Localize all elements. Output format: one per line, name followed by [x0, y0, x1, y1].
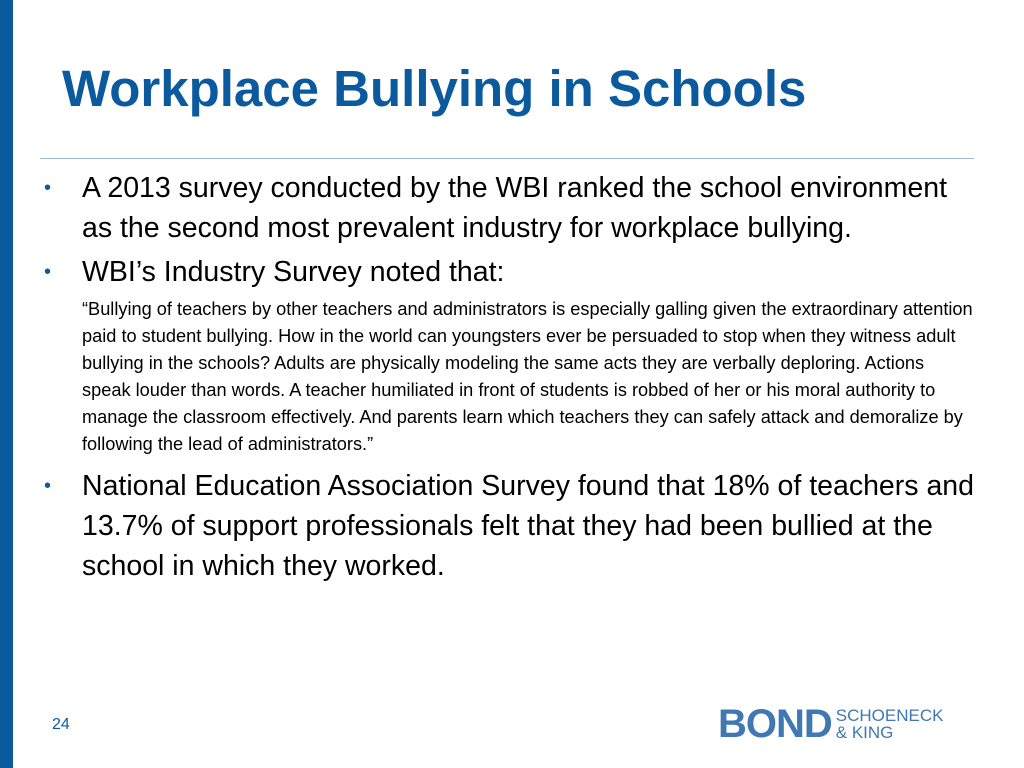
bullet-dot-icon: •: [44, 177, 52, 199]
bullet-text: National Education Association Survey found that 18% of teachers and 13.7% of support professionals felt that they had been bullied at the school in which they worked.: [82, 470, 974, 582]
bullet-list: [44, 466, 974, 586]
logo-right-text: [836, 707, 944, 741]
bullet-dot-icon: •: [44, 261, 52, 283]
bullet-item: [44, 168, 974, 248]
bullet-dot-icon: •: [44, 475, 52, 497]
bullet-item: [44, 252, 974, 292]
company-logo: [718, 704, 943, 744]
logo-bond-text: BOND: [718, 702, 832, 746]
bullet-text: WBI’s Industry Survey noted that:: [82, 256, 505, 288]
bullet-list: [44, 168, 974, 292]
left-accent-bar: [0, 0, 13, 768]
page-number: 24: [52, 716, 70, 733]
bullet-item: [44, 466, 974, 586]
slide-title: Workplace Bullying in Schools: [62, 60, 807, 117]
title-divider: [40, 158, 974, 159]
logo-line-king: & KING: [835, 723, 894, 742]
logo-line-schoeneck: SCHOENECK: [835, 706, 944, 725]
slide-content: [44, 168, 974, 590]
quote-text: “Bullying of teachers by other teachers and administrators is especially galling given the extraordinary attention paid to student bullying. How in the world can youngsters ever be persuaded to stop when they witness adult bullying in the schools? Adults are physically modeling the same acts they are verbally deploring. Actions speak louder than words. A teacher humiliated in front of students is robbed of her or his moral authority to manage the classroom effectively. And parents learn which teachers they can safely attack and demoralize by following the lead of administrators.”: [82, 299, 973, 454]
bullet-text: A 2013 survey conducted by the WBI ranked the school environment as the second most prevalent industry for workplace bullying.: [82, 172, 948, 244]
